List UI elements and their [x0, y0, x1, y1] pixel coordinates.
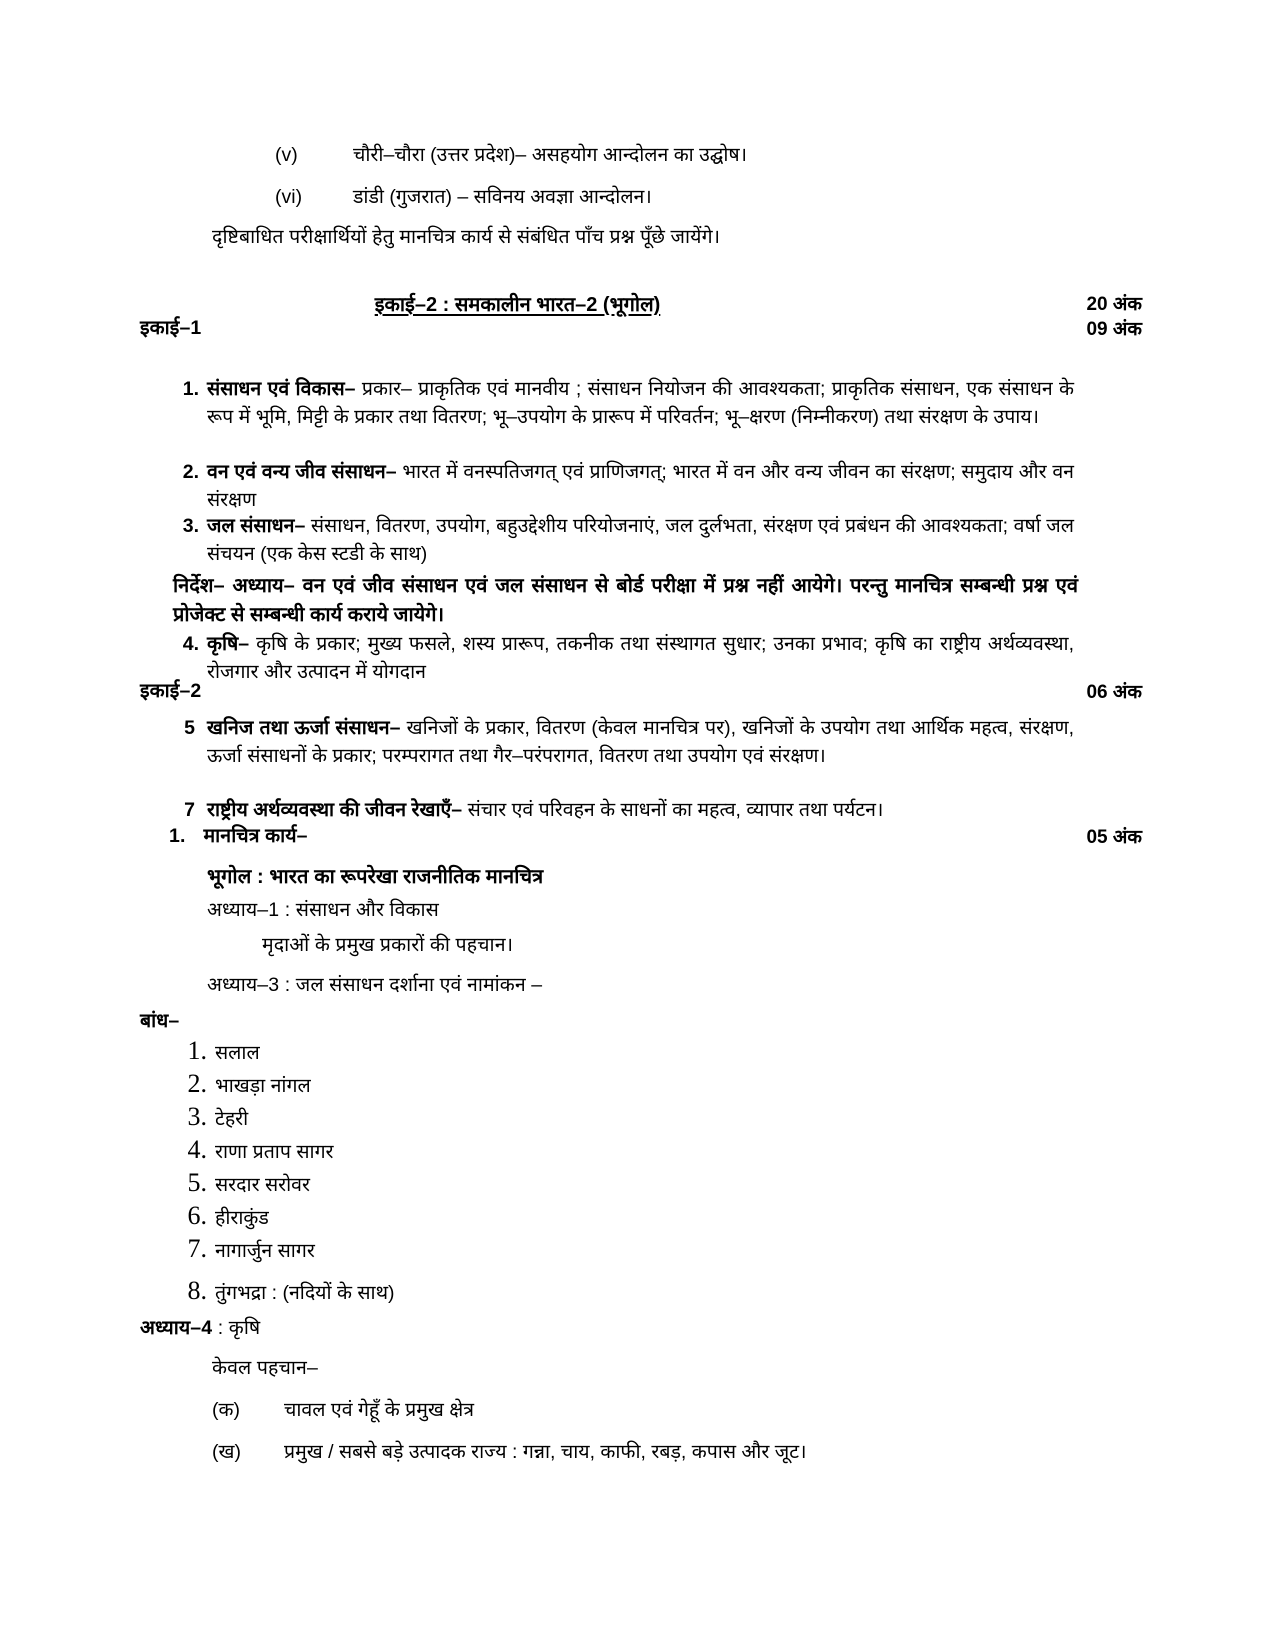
point-body: कृषि के प्रकार; मुख्य फसले, शस्य प्रारूप, तकनीक तथा संस्थागत सुधार; उनका प्रभाव; कृषि का राष्ट्रीय अर्थव्यवस्था, रोजगार और उत्पादन में योगदान: [207, 633, 1074, 684]
point-number: 3.: [182, 515, 199, 537]
dam-name: हीराकुंड: [215, 1207, 269, 1229]
point-number: 2.: [182, 461, 199, 483]
syllabus-point-4: [182, 630, 1074, 686]
point-title: खनिज तथा ऊर्जा संसाधन–: [207, 717, 401, 739]
list-item-dam: [165, 1102, 248, 1132]
syllabus-point-1: [182, 375, 1075, 431]
dam-number: 1.: [187, 1036, 207, 1065]
point-title: राष्ट्रीय अर्थव्यवस्था की जीवन रेखाएँ–: [207, 799, 463, 821]
list-item-dam: [165, 1276, 395, 1306]
point-body: खनिजों के प्रकार, वितरण (केवल मानचित्र पर), खनिजों के उपयोग तथा आर्थिक महत्व, संरक्षण, ऊर्जा संसाधनों के प्रकार; परम्परागत तथा गैर–परंपरागत, वितरण तथा उपयोग एवं संरक्षण।: [207, 717, 1074, 768]
point-title: वन एवं वन्य जीव संसाधन–: [207, 461, 397, 483]
point-body: संसाधन, वितरण, उपयोग, बहुउद्देशीय परियोजनाएं, जल दुर्लभता, संरक्षण एवं प्रबंधन की आवश्यकता; वर्षा जल संचयन (एक केस स्टडी के साथ): [207, 515, 1075, 566]
chapter-1-heading: अध्याय–1 : संसाधन और विकास: [207, 899, 439, 921]
letter-marker: (क): [212, 1399, 240, 1421]
dam-number: 6.: [187, 1201, 207, 1230]
unit-2-marks: 06 अंक: [1086, 682, 1142, 703]
roman-text: डांडी (गुजरात) – सविनय अवज्ञा आन्दोलन।: [353, 186, 652, 208]
map-work-number: 1.: [169, 825, 186, 847]
point-number: 1.: [182, 378, 199, 400]
chapter-1-subitem: मृदाओं के प्रमुख प्रकारों की पहचान।: [262, 934, 514, 956]
letter-marker: (ख): [212, 1441, 241, 1463]
chapter-3-heading: अध्याय–3 : जल संसाधन दर्शाना एवं नामांकन –: [207, 974, 543, 996]
dam-number: 3.: [187, 1102, 207, 1131]
point-title: जल संसाधन–: [207, 515, 306, 537]
unit-1-label: इकाई–1: [140, 317, 202, 339]
list-item-dam: [165, 1168, 310, 1198]
syllabus-point-3: [182, 512, 1075, 568]
dam-number: 5.: [187, 1168, 207, 1197]
list-item-dam: [165, 1234, 315, 1264]
dam-name: भाखड़ा नांगल: [215, 1075, 311, 1097]
point-title: कृषि–: [207, 633, 250, 655]
letter-text: चावल एवं गेहूँ के प्रमुख क्षेत्र: [284, 1399, 474, 1421]
point-number: 7: [184, 799, 195, 821]
dam-name: राणा प्रताप सागर: [215, 1141, 334, 1163]
unit-2-label: इकाई–2: [140, 680, 202, 702]
dam-number: 7.: [187, 1234, 207, 1263]
point-body: संचार एवं परिवहन के साधनों का महत्व, व्यापार तथा पर्यटन।: [462, 799, 884, 821]
dam-name: सलाल: [215, 1042, 260, 1064]
roman-marker: (v): [275, 144, 298, 166]
point-body: भारत में वनस्पतिजगत् एवं प्राणिजगत्; भारत में वन और वन्य जीवन का संरक्षण; समुदाय और वन संरक्षण: [207, 461, 1074, 512]
dam-name: तुंगभद्रा : (नदियों के साथ): [215, 1282, 395, 1304]
syllabus-point-5: [184, 714, 1074, 770]
roman-marker: (vi): [275, 186, 303, 208]
dam-number: 4.: [187, 1135, 207, 1164]
list-item-dam: [165, 1036, 260, 1066]
list-item-letter-ka: [212, 1395, 474, 1422]
list-item-dam: [165, 1201, 269, 1231]
chapter-4-label: अध्याय–4: [140, 1317, 213, 1339]
dam-number: 2.: [187, 1069, 207, 1098]
list-item-roman-v: [275, 140, 747, 167]
unit-1-marks: 09 अंक: [1086, 319, 1142, 340]
chapter-4-title: : कृषि: [212, 1317, 261, 1339]
dam-name: नागार्जुन सागर: [215, 1240, 315, 1262]
list-item-letter-kha: [212, 1437, 806, 1464]
geography-heading: भूगोल : भारत का रूपरेखा राजनीतिक मानचित्र: [207, 866, 544, 888]
dams-label: बांध–: [140, 1010, 180, 1032]
only-identify-label: केवल पहचान–: [212, 1357, 318, 1379]
unit-heading-marks: 20 अंक: [1086, 294, 1142, 315]
point-title: संसाधन एवं विकास–: [207, 378, 356, 400]
blind-candidates-note: दृष्टिबाधित परीक्षार्थियों हेतु मानचित्र कार्य से संबंधित पाँच प्रश्न पूँछे जायेंगे।: [212, 226, 721, 248]
list-item-dam: [165, 1135, 334, 1165]
unit-heading-title: इकाई–2 : समकालीन भारत–2 (भूगोल): [374, 294, 661, 316]
dam-name: टेहरी: [215, 1108, 249, 1130]
chapter-4-heading: [140, 1315, 260, 1343]
dam-name: सरदार सरोवर: [215, 1174, 310, 1196]
point-number: 5: [184, 717, 195, 739]
point-number: 4.: [182, 633, 199, 655]
dam-number: 8.: [187, 1276, 207, 1305]
syllabus-point-7: [184, 796, 1077, 824]
instruction-note: निर्देश– अध्याय– वन एवं जीव संसाधन एवं जल संसाधन से बोर्ड परीक्षा में प्रश्न नहीं आयेगे। परन्तु मानचित्र सम्बन्धी प्रश्न एवं प्रोजेक्ट से सम्बन्धी कार्य कराये जायेगे।: [173, 575, 1078, 626]
syllabus-point-2: [182, 458, 1074, 514]
list-item-dam: [165, 1069, 311, 1099]
list-item-roman-vi: [275, 182, 652, 209]
map-work-label: मानचित्र कार्य–: [203, 825, 308, 847]
map-work-marks: 05 अंक: [1086, 827, 1142, 848]
roman-text: चौरी–चौरा (उत्तर प्रदेश)– असहयोग आन्दोलन का उद्घोष।: [353, 144, 748, 166]
letter-text: प्रमुख / सबसे बड़े उत्पादक राज्य : गन्ना, चाय, काफी, रबड़, कपास और जूट।: [284, 1441, 807, 1463]
map-work-row: [169, 823, 308, 851]
point-body: प्रकार– प्राकृतिक एवं मानवीय ; संसाधन नियोजन की आवश्यकता; प्राकृतिक संसाधन, एक संसाधन के रूप में भूमि, मिट्टी के प्रकार तथा वितरण; भू–उपयोग के प्रारूप में परिवर्तन; भू–क्षरण (निम्नीकरण) तथा संरक्षण के उपाय।: [207, 378, 1075, 429]
